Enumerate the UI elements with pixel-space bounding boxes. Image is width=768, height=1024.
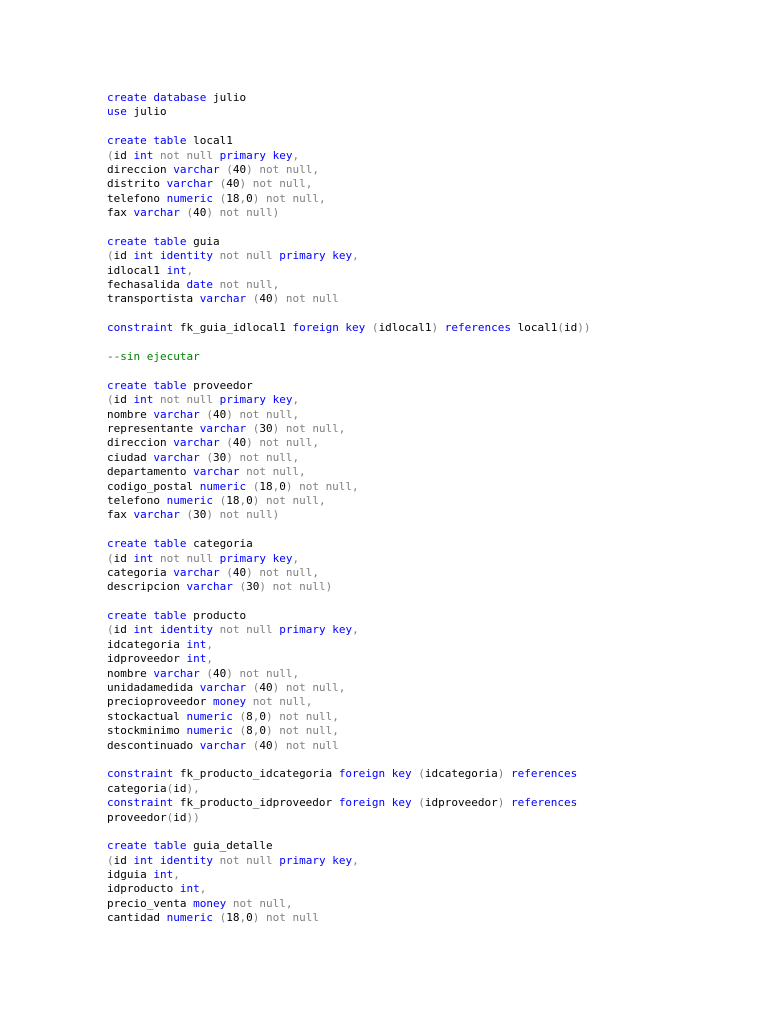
sql-keyword: references xyxy=(444,321,512,335)
sql-keyword: numeric xyxy=(199,479,247,493)
sql-punctuation: ) xyxy=(497,767,512,781)
code-line xyxy=(107,508,747,522)
sql-punctuation: , xyxy=(292,551,300,565)
sql-keyword: varchar xyxy=(173,162,220,176)
sql-punctuation: , xyxy=(272,479,280,493)
sql-punctuation: ( xyxy=(246,292,260,306)
sql-identifier: proveedor xyxy=(186,378,253,392)
sql-keyword: int xyxy=(133,551,154,565)
code-line xyxy=(107,379,747,393)
code-line xyxy=(107,623,747,637)
sql-identifier: 40 xyxy=(259,681,273,695)
sql-punctuation: ) not null, xyxy=(246,162,319,176)
sql-identifier: idproveedor xyxy=(107,652,187,666)
sql-punctuation: ( xyxy=(411,796,425,810)
blank-line xyxy=(107,523,747,537)
code-line xyxy=(107,206,747,220)
sql-punctuation: ( xyxy=(411,767,425,781)
code-line xyxy=(107,292,747,306)
sql-punctuation: ) not null, xyxy=(272,421,346,435)
sql-punctuation: ( xyxy=(166,810,174,824)
sql-punctuation: ( xyxy=(166,781,174,795)
code-line xyxy=(107,667,747,681)
code-line xyxy=(107,739,747,753)
sql-keyword: int xyxy=(153,868,174,882)
code-line xyxy=(107,192,747,206)
sql-identifier: categoria xyxy=(107,781,167,795)
sql-punctuation: ( xyxy=(232,580,247,594)
sql-keyword: create table xyxy=(107,378,187,392)
sql-punctuation: , xyxy=(239,911,247,925)
sql-identifier: fk_producto_idcategoria xyxy=(173,767,339,781)
sql-identifier: idproveedor xyxy=(424,796,498,810)
sql-punctuation: ( xyxy=(179,508,194,522)
sql-identifier: id xyxy=(113,393,134,407)
sql-punctuation: ( xyxy=(557,321,565,335)
sql-identifier: distrito xyxy=(107,177,167,191)
sql-keyword: primary key xyxy=(219,551,293,565)
sql-keyword: foreign key xyxy=(338,796,412,810)
code-line xyxy=(107,321,747,335)
sql-keyword: varchar xyxy=(166,177,213,191)
code-line xyxy=(107,480,747,494)
code-line xyxy=(107,638,747,652)
sql-keyword: constraint xyxy=(107,796,174,810)
sql-identifier: 30 xyxy=(212,450,227,464)
sql-punctuation: ( xyxy=(107,551,114,565)
sql-keyword: money xyxy=(212,695,247,709)
code-line xyxy=(107,537,747,551)
sql-identifier: unidadamedida xyxy=(107,681,200,695)
sql-punctuation: ) not null xyxy=(252,911,319,925)
sql-keyword: primary key xyxy=(219,148,293,162)
sql-punctuation: ( xyxy=(246,421,260,435)
sql-punctuation: , xyxy=(206,637,213,651)
sql-identifier: nombre xyxy=(107,666,154,680)
sql-identifier: 0 xyxy=(259,709,266,723)
sql-keyword: use xyxy=(107,105,127,119)
sql-keyword: references xyxy=(511,767,578,781)
sql-punctuation: ( xyxy=(246,681,260,695)
sql-punctuation: not null, xyxy=(212,278,280,292)
sql-punctuation: , xyxy=(252,724,260,738)
blank-line xyxy=(107,753,747,767)
sql-punctuation: ) not null, xyxy=(252,493,326,507)
sql-identifier: idcategoria xyxy=(424,767,498,781)
sql-keyword: int identity xyxy=(133,623,213,637)
sql-punctuation: not null, xyxy=(246,695,313,709)
sql-keyword: create table xyxy=(107,134,187,148)
code-line xyxy=(107,91,747,105)
sql-punctuation: )) xyxy=(186,810,200,824)
sql-punctuation: )) xyxy=(577,321,591,335)
code-line xyxy=(107,782,747,796)
sql-punctuation: ( xyxy=(219,162,233,176)
sql-identifier: id xyxy=(113,551,134,565)
sql-punctuation: ( xyxy=(199,407,213,421)
sql-identifier: idlocal1 xyxy=(107,263,167,277)
sql-identifier: julio xyxy=(126,105,167,119)
sql-identifier: telefono xyxy=(107,493,167,507)
sql-keyword: create database xyxy=(107,91,207,104)
code-line xyxy=(107,882,747,896)
sql-keyword: numeric xyxy=(186,709,233,723)
sql-identifier: categoria xyxy=(107,565,174,579)
code-line xyxy=(107,767,747,781)
sql-identifier: categoria xyxy=(186,537,253,551)
sql-identifier: fax xyxy=(107,508,134,522)
code-line xyxy=(107,163,747,177)
sql-keyword: varchar xyxy=(186,580,233,594)
sql-identifier: guia xyxy=(186,234,220,248)
sql-punctuation: not null xyxy=(212,853,280,867)
sql-punctuation: , xyxy=(352,623,359,637)
sql-keyword: varchar xyxy=(173,436,220,450)
code-line xyxy=(107,408,747,422)
code-line xyxy=(107,580,747,594)
sql-identifier: local1 xyxy=(186,134,233,148)
code-line xyxy=(107,681,747,695)
sql-punctuation: ( xyxy=(107,148,114,162)
blank-line xyxy=(107,120,747,134)
code-line xyxy=(107,494,747,508)
sql-keyword: varchar xyxy=(153,407,200,421)
sql-keyword: references xyxy=(511,796,578,810)
sql-keyword: varchar xyxy=(133,508,180,522)
sql-keyword: varchar xyxy=(199,738,247,752)
sql-punctuation: ) not null, xyxy=(239,177,313,191)
sql-identifier: telefono xyxy=(107,191,167,205)
sql-identifier: id xyxy=(113,853,134,867)
sql-punctuation: , xyxy=(292,148,300,162)
sql-identifier: id xyxy=(564,321,578,335)
sql-punctuation: , xyxy=(292,393,300,407)
sql-punctuation: ( xyxy=(107,853,114,867)
sql-punctuation: ( xyxy=(107,393,114,407)
code-line xyxy=(107,609,747,623)
sql-identifier: 8 xyxy=(246,724,253,738)
sql-identifier: departamento xyxy=(107,465,194,479)
sql-identifier: 18 xyxy=(226,911,240,925)
sql-identifier: 18 xyxy=(226,493,240,507)
sql-punctuation: ( xyxy=(219,436,233,450)
sql-identifier: fk_producto_idproveedor xyxy=(173,796,339,810)
code-line xyxy=(107,177,747,191)
sql-punctuation: ( xyxy=(212,911,227,925)
sql-keyword: varchar xyxy=(153,450,200,464)
sql-identifier: 0 xyxy=(246,911,253,925)
sql-keyword: varchar xyxy=(153,666,200,680)
sql-identifier: precio_venta xyxy=(107,896,194,910)
sql-identifier: 0 xyxy=(246,191,253,205)
sql-keyword: foreign key xyxy=(292,321,366,335)
sql-identifier: 40 xyxy=(212,407,227,421)
sql-punctuation: ) not null, xyxy=(246,565,319,579)
sql-keyword: int identity xyxy=(133,249,213,263)
code-line xyxy=(107,811,747,825)
sql-punctuation: not null xyxy=(212,623,280,637)
sql-identifier: fax xyxy=(107,206,134,220)
sql-keyword: create table xyxy=(107,234,187,248)
sql-identifier: cantidad xyxy=(107,911,167,925)
sql-identifier: id xyxy=(113,148,134,162)
sql-keyword: numeric xyxy=(186,724,233,738)
sql-identifier: local1 xyxy=(511,321,558,335)
sql-identifier: direccion xyxy=(107,436,174,450)
code-line xyxy=(107,249,747,263)
sql-punctuation: ( xyxy=(246,479,260,493)
sql-identifier: descontinuado xyxy=(107,738,200,752)
sql-keyword: numeric xyxy=(166,911,213,925)
sql-keyword: primary key xyxy=(279,853,353,867)
sql-identifier: 30 xyxy=(246,580,260,594)
sql-punctuation: , xyxy=(352,853,359,867)
code-line xyxy=(107,264,747,278)
sql-punctuation: not null, xyxy=(226,896,293,910)
sql-identifier: idproducto xyxy=(107,882,180,896)
sql-punctuation: , xyxy=(352,249,359,263)
sql-punctuation: ( xyxy=(107,249,114,263)
sql-identifier: proveedor xyxy=(107,810,167,824)
sql-identifier: 40 xyxy=(232,436,247,450)
blank-line xyxy=(107,364,747,378)
code-line xyxy=(107,868,747,882)
sql-punctuation: ) xyxy=(431,321,445,335)
sql-keyword: create table xyxy=(107,839,187,853)
sql-keyword: foreign key xyxy=(338,767,412,781)
sql-keyword: date xyxy=(186,278,213,292)
code-line xyxy=(107,796,747,810)
sql-punctuation: not null xyxy=(212,249,280,263)
sql-identifier: 8 xyxy=(246,709,253,723)
sql-identifier: julio xyxy=(206,91,247,104)
sql-keyword: numeric xyxy=(166,191,213,205)
sql-keyword: int xyxy=(133,148,154,162)
code-line xyxy=(107,436,747,450)
sql-punctuation: ( xyxy=(212,191,227,205)
sql-keyword: primary key xyxy=(279,249,353,263)
blank-line xyxy=(107,595,747,609)
sql-identifier: 0 xyxy=(259,724,266,738)
sql-identifier: guia_detalle xyxy=(186,839,273,853)
sql-identifier: descripcion xyxy=(107,580,187,594)
code-line xyxy=(107,911,747,925)
sql-identifier: id xyxy=(173,781,187,795)
sql-keyword: int xyxy=(186,652,207,666)
code-line xyxy=(107,422,747,436)
sql-punctuation: , xyxy=(252,709,260,723)
sql-identifier: 40 xyxy=(212,666,227,680)
sql-punctuation: ) xyxy=(497,796,512,810)
code-line xyxy=(107,350,747,364)
sql-punctuation: not null xyxy=(153,393,220,407)
sql-code-listing xyxy=(107,91,747,926)
sql-punctuation: ( xyxy=(212,177,227,191)
sql-keyword: int identity xyxy=(133,853,213,867)
sql-punctuation: ( xyxy=(179,206,194,220)
sql-identifier: 40 xyxy=(232,162,247,176)
blank-line xyxy=(107,221,747,235)
sql-keyword: varchar xyxy=(199,421,247,435)
code-line xyxy=(107,235,747,249)
code-line xyxy=(107,724,747,738)
sql-identifier: 0 xyxy=(279,479,286,493)
sql-keyword: create table xyxy=(107,609,187,623)
sql-punctuation: , xyxy=(239,493,247,507)
sql-identifier: fk_guia_idlocal1 xyxy=(173,321,293,335)
code-line xyxy=(107,854,747,868)
sql-punctuation: ) not null) xyxy=(259,580,333,594)
sql-punctuation: , xyxy=(199,882,207,896)
code-line xyxy=(107,134,747,148)
sql-punctuation: , xyxy=(173,868,180,882)
sql-punctuation: ( xyxy=(232,724,247,738)
sql-punctuation: ) not null, xyxy=(226,450,300,464)
sql-punctuation: ( xyxy=(199,666,213,680)
sql-identifier: representante xyxy=(107,421,200,435)
sql-identifier: codigo_postal xyxy=(107,479,200,493)
sql-keyword: int xyxy=(133,393,154,407)
sql-keyword: varchar xyxy=(173,565,220,579)
sql-punctuation: ) not null xyxy=(272,738,339,752)
code-line xyxy=(107,105,747,119)
code-line xyxy=(107,695,747,709)
sql-identifier: precioproveedor xyxy=(107,695,213,709)
sql-punctuation: ) not null, xyxy=(285,479,359,493)
sql-keyword: constraint xyxy=(107,767,174,781)
sql-identifier: direccion xyxy=(107,162,174,176)
blank-line xyxy=(107,307,747,321)
sql-identifier: stockminimo xyxy=(107,724,187,738)
sql-identifier: 0 xyxy=(246,493,253,507)
sql-identifier: id xyxy=(113,249,134,263)
sql-identifier: 40 xyxy=(193,206,207,220)
sql-punctuation: ( xyxy=(199,450,213,464)
sql-identifier: 40 xyxy=(259,292,273,306)
code-line xyxy=(107,393,747,407)
sql-punctuation: ) not null xyxy=(272,292,339,306)
sql-keyword: numeric xyxy=(166,493,213,507)
sql-punctuation: not null, xyxy=(239,465,306,479)
sql-keyword: int xyxy=(166,263,187,277)
sql-punctuation: not null xyxy=(153,551,220,565)
sql-identifier: fechasalida xyxy=(107,278,187,292)
sql-identifier: 18 xyxy=(259,479,273,493)
sql-identifier: 40 xyxy=(226,177,240,191)
sql-keyword: varchar xyxy=(199,681,247,695)
sql-punctuation: ( xyxy=(365,321,379,335)
sql-punctuation: ) not null, xyxy=(272,681,346,695)
sql-keyword: primary key xyxy=(279,623,353,637)
code-line xyxy=(107,839,747,853)
sql-identifier: idcategoria xyxy=(107,637,187,651)
sql-keyword: varchar xyxy=(199,292,247,306)
code-line xyxy=(107,465,747,479)
sql-identifier: nombre xyxy=(107,407,154,421)
sql-punctuation: ) not null, xyxy=(265,709,339,723)
sql-identifier: id xyxy=(173,810,187,824)
sql-identifier: 40 xyxy=(259,738,273,752)
sql-punctuation: ) not null, xyxy=(246,436,319,450)
sql-keyword: constraint xyxy=(107,321,174,335)
sql-punctuation: ( xyxy=(219,565,233,579)
sql-identifier: 30 xyxy=(193,508,207,522)
sql-identifier: transportista xyxy=(107,292,200,306)
sql-identifier: ciudad xyxy=(107,450,154,464)
sql-identifier: producto xyxy=(186,609,247,623)
sql-keyword: varchar xyxy=(193,465,240,479)
sql-punctuation: not null xyxy=(153,148,220,162)
sql-keyword: int xyxy=(186,637,207,651)
sql-identifier: 30 xyxy=(259,421,273,435)
sql-punctuation: ) not null, xyxy=(265,724,339,738)
blank-line xyxy=(107,336,747,350)
sql-identifier: id xyxy=(113,623,134,637)
sql-keyword: money xyxy=(193,896,227,910)
code-line xyxy=(107,451,747,465)
code-line xyxy=(107,897,747,911)
code-line xyxy=(107,566,747,580)
sql-punctuation: ) not null, xyxy=(252,191,326,205)
sql-punctuation: ) not null) xyxy=(206,206,280,220)
sql-keyword: create table xyxy=(107,537,187,551)
sql-identifier: 18 xyxy=(226,191,240,205)
sql-punctuation: , xyxy=(206,652,213,666)
sql-punctuation: ( xyxy=(212,493,227,507)
sql-punctuation: ) not null, xyxy=(226,666,300,680)
sql-identifier: idlocal1 xyxy=(378,321,432,335)
code-line xyxy=(107,710,747,724)
sql-keyword: varchar xyxy=(133,206,180,220)
sql-identifier: 40 xyxy=(232,565,247,579)
sql-punctuation: ( xyxy=(232,709,247,723)
sql-punctuation: ( xyxy=(107,623,114,637)
code-line xyxy=(107,652,747,666)
sql-identifier: stockactual xyxy=(107,709,187,723)
sql-punctuation: ) not null) xyxy=(206,508,280,522)
code-line xyxy=(107,278,747,292)
sql-punctuation: , xyxy=(239,191,247,205)
blank-line xyxy=(107,825,747,839)
sql-keyword: int xyxy=(179,882,200,896)
sql-identifier: idguia xyxy=(107,868,154,882)
code-line xyxy=(107,149,747,163)
sql-keyword: primary key xyxy=(219,393,293,407)
sql-comment: --sin ejecutar xyxy=(107,350,200,364)
code-line xyxy=(107,552,747,566)
sql-punctuation: ( xyxy=(246,738,260,752)
sql-punctuation: ) not null, xyxy=(226,407,300,421)
sql-punctuation: , xyxy=(186,263,194,277)
sql-punctuation: ), xyxy=(186,781,200,795)
